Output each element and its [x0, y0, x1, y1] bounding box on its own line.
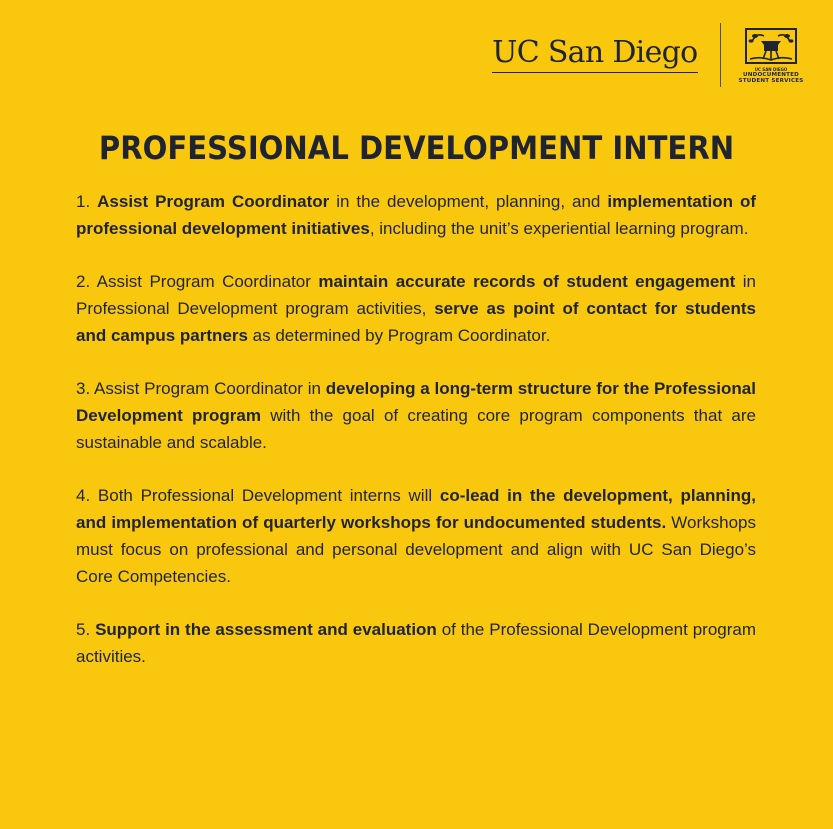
duty-highlight: serve as point of contact for students and campus partners — [76, 299, 756, 345]
duty-item — [76, 482, 756, 590]
duty-highlight: co-lead in the development, planning, and implementation of quarterly workshops for undocumented students. — [76, 486, 757, 532]
undocumented-student-services-logo — [739, 26, 803, 85]
duty-text: 2. Assist Program Coordinator — [76, 272, 319, 291]
duty-highlight: implementation of professional development initiatives — [76, 192, 756, 238]
logo-undocumented-text: UNDOCUMENTED — [742, 71, 800, 78]
duty-text: Workshops must focus on professional and personal development and align with UC San Diego’s Core Competencies. — [76, 513, 756, 586]
logo-university-text: UC SAN DIEGO — [754, 66, 788, 72]
duty-text: in the development, planning, and — [329, 192, 608, 211]
duty-text: 3. Assist Program Coordinator in — [76, 379, 326, 398]
duty-highlight: Assist Program Coordinator — [97, 192, 330, 211]
duty-text: in Professional Development program activities, — [76, 272, 756, 318]
duties-list — [76, 188, 756, 696]
logo-student-services-text: STUDENT SERVICES — [738, 78, 804, 84]
ucsd-wordmark-logo: UC San Diego — [492, 38, 697, 73]
duty-text: as determined by Program Coordinator. — [247, 326, 551, 345]
header-divider — [720, 23, 722, 87]
duty-text: , including the unit’s experiential learning program. — [369, 219, 749, 238]
duty-item — [76, 375, 756, 456]
duty-item — [76, 188, 756, 242]
duty-highlight: Support in the assessment and evaluation — [95, 620, 437, 639]
duty-item — [76, 616, 756, 670]
duty-item — [76, 268, 756, 349]
page-title: PROFESSIONAL DEVELOPMENT INTERN — [98, 129, 735, 167]
duty-text: 4. Both Professional Development interns will — [76, 486, 440, 505]
library-tree-icon — [742, 26, 800, 66]
duty-text: of the Professional Development program activities. — [76, 620, 757, 666]
duty-text: with the goal of creating core program components that are sustainable and scalable. — [76, 406, 756, 452]
duty-highlight: developing a long-term structure for the Professional Development program — [76, 379, 756, 425]
duty-text: 1. — [76, 192, 98, 211]
header-logos — [492, 22, 803, 88]
duty-highlight: maintain accurate records of student engagement — [318, 272, 736, 291]
duty-text: 5. — [76, 620, 96, 639]
